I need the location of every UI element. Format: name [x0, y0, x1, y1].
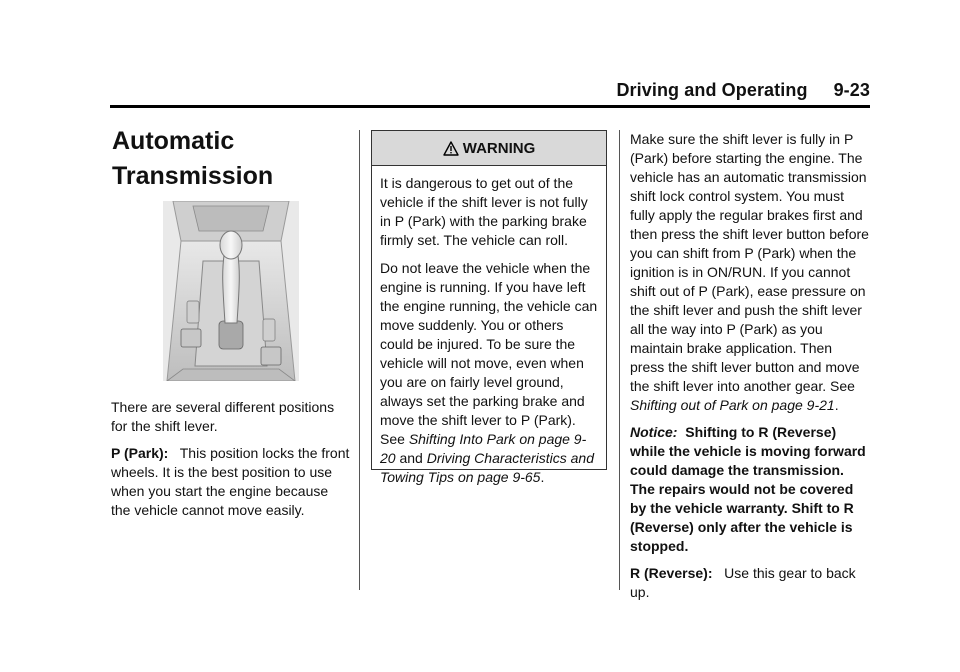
warning-body: [372, 166, 606, 487]
warning-paragraph-2: [380, 259, 600, 487]
column-divider-2: [619, 130, 620, 590]
park-paragraph: [111, 444, 351, 520]
ref-shifting-into-park[interactable]: Shifting Into Park on page 9-20: [380, 431, 587, 466]
left-column-text: [111, 398, 351, 528]
warning-header: [372, 131, 606, 166]
reverse-label: R (Reverse):: [630, 565, 713, 581]
section-heading: Automatic Transmission: [112, 127, 274, 190]
intro-paragraph: There are several different positions for the shift lever.: [111, 399, 335, 434]
reverse-description: Use this gear to back up.: [630, 565, 856, 600]
ref-shifting-out-of-park[interactable]: Shifting out of Park on page 9-21: [630, 397, 835, 413]
notice-paragraph: [630, 423, 870, 556]
warning-p2-end: .: [540, 469, 545, 485]
warning-box: [371, 130, 607, 485]
right-column-text: [630, 130, 870, 610]
notice-text: Shifting to R (Reverse) while the vehicle is moving forward could damage the transmission. The repairs would not be covered by the vehicle warranty. Shift to R (Reverse) only after the vehicle is stopped.: [630, 424, 866, 554]
park-description: This position locks the front wheels. It is the best position to use when you start the engine because the vehicle cannot move easily.: [111, 445, 350, 518]
section-title: Driving and Operating: [616, 80, 808, 100]
warning-p2-and: and: [399, 450, 423, 466]
warning-paragraph-1: It is dangerous to get out of the vehicle if the shift lever is not fully in P (Park) with the parking brake firmly set. The vehicle can roll.: [380, 175, 588, 248]
shift-lever-illustration: [163, 201, 299, 381]
page-number: 9-23: [833, 80, 870, 100]
park-label: P (Park):: [111, 445, 169, 461]
shift-lock-text: Make sure the shift lever is fully in P (Park) before starting the engine. The vehicle has an automatic transmission shift lock control system. You must fully apply the regular brakes first and then press the shift lever button before you can shift from P (Park) when the ignition is in ON/RUN. If you cannot shift out of P (Park), ease pressure on the shift lever and push the shift lever all the way into P (Park) as you maintain brake application. Then press the shift lever button and move the shift lever into another gear. See: [630, 131, 869, 394]
gear-shifter-image: [163, 201, 299, 381]
column-divider-1: [359, 130, 360, 590]
header-rule: [110, 105, 870, 108]
shift-lock-paragraph: [630, 130, 870, 415]
reverse-paragraph: [630, 564, 870, 602]
warning-title: WARNING: [462, 139, 536, 157]
notice-label: Notice:: [630, 424, 678, 440]
shift-lock-end: .: [834, 397, 839, 413]
warning-p2-text: Do not leave the vehicle when the engine is running. If you have left the engine running, the vehicle can move suddenly. You or others could be injured. To be sure the vehicle will not move, even when you are on fairly level ground, always set the parking brake and move the shift lever to P (Park). See: [380, 260, 598, 447]
page-header: [110, 80, 870, 101]
ref-driving-characteristics[interactable]: Driving Characteristics and Towing Tips on page 9-65: [380, 450, 595, 485]
warning-icon: [443, 141, 459, 156]
